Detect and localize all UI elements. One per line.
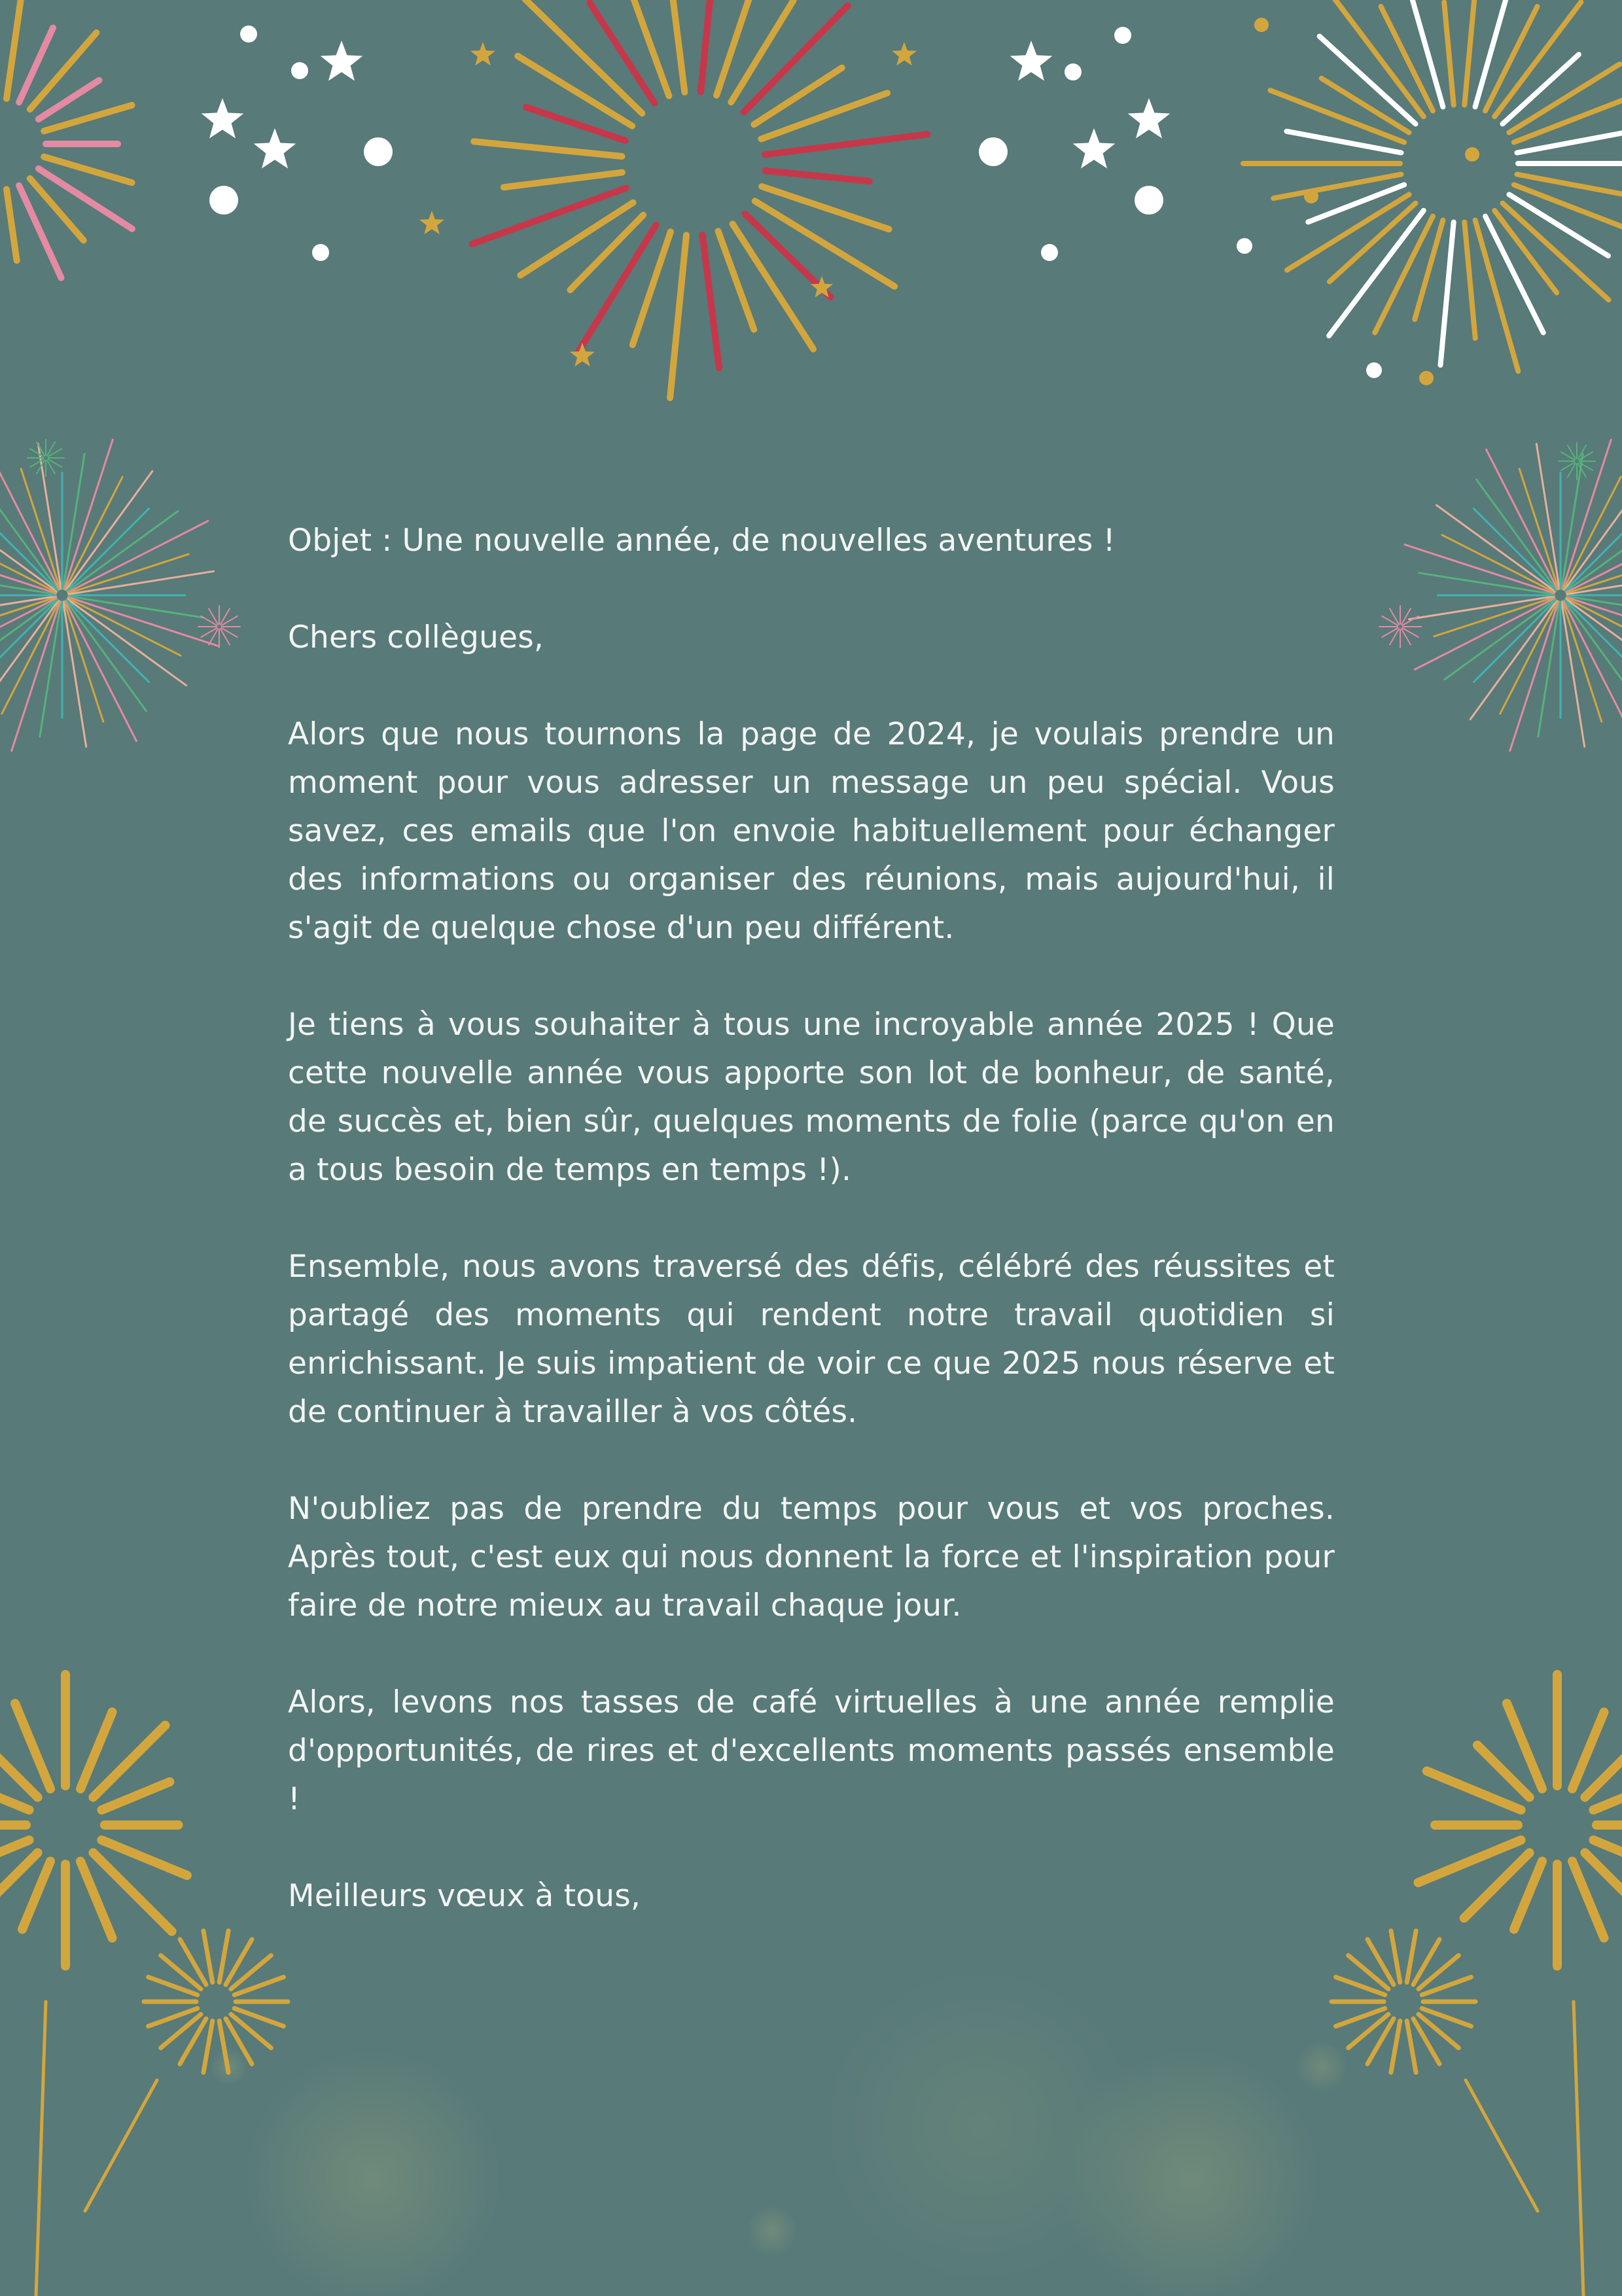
letter-paragraph: Ensemble, nous avons traversé des défis, célébré des réussites et partagé des moments qui rendent notre travail quotidien si enrichissant. Je suis impatient de voir ce que 2025 nous réserve et de continuer à travailler à vos côtés.: [288, 1249, 1335, 1430]
star-icon: [1010, 41, 1053, 81]
letter-paragraph: Je tiens à vous souhaiter à tous une incroyable année 2025 ! Que cette nouvelle année vous apporte son lot de bonheur, de santé, de succès et, bien sûr, quelques moments de folie (parce qu'on en a tous besoin de temps en temps !).: [288, 1007, 1335, 1188]
star-icon: [570, 343, 595, 366]
rising-streak: [36, 2002, 46, 2296]
letter-paragraph: Alors, levons nos tasses de café virtuelles à une année remplie d'opportunités, de rires et d'excellents moments passés ensemble !: [288, 1684, 1335, 1817]
greeting-letter: [288, 517, 1335, 1969]
letter-paragraph: Alors que nous tournons la page de 2024, je voulais prendre un moment pour vous adresser un message un peu spécial. Vous savez, ces emails que l'on envoie habituellement pour échanger des informations ou organiser des réunions, mais aujourd'hui, il s'agit de quelque chose d'un peu différent.: [288, 716, 1335, 946]
star-icon: [1073, 128, 1116, 169]
letter-paragraph: N'oubliez pas de prendre du temps pour vous et vos proches. Après tout, c'est eux qui nous donnent la force et l'inspiration pour faire de notre mieux au travail chaque jour.: [288, 1491, 1335, 1624]
rising-streak: [1574, 2002, 1583, 2296]
confetti-dots: [209, 18, 1479, 385]
sparkler-mid-right: [1405, 440, 1622, 751]
rising-streak: [1466, 2080, 1538, 2211]
rising-streak: [85, 2080, 157, 2211]
star-icon: [321, 41, 363, 81]
star-icon: [202, 98, 244, 139]
star-icon: [1128, 98, 1171, 139]
firework-top-center: [472, 0, 927, 398]
star-icon: [419, 211, 444, 234]
firework-bottom-right-small: [1331, 1931, 1475, 2073]
letter-greeting: Chers collègues,: [288, 619, 544, 655]
star-icon: [254, 128, 296, 169]
sparkle-small: [27, 440, 64, 476]
firework-top-left: [0, 0, 132, 287]
firework-bottom-left: [0, 1675, 187, 1966]
star-icon: [470, 42, 495, 65]
sparkle-small: [1559, 443, 1595, 479]
firework-bottom-right: [1419, 1675, 1622, 1966]
sparkler-mid-left: [0, 440, 218, 751]
sparkle-small: [1379, 606, 1421, 648]
letter-closing: Meilleurs vœux à tous,: [288, 1878, 641, 1914]
firework-top-right: [1243, 0, 1622, 371]
letter-subject: Objet : Une nouvelle année, de nouvelles aventures !: [288, 523, 1116, 559]
bokeh-lights: [209, 1962, 1348, 2296]
star-icon: [892, 42, 917, 65]
firework-bottom-left-small: [144, 1931, 288, 2073]
